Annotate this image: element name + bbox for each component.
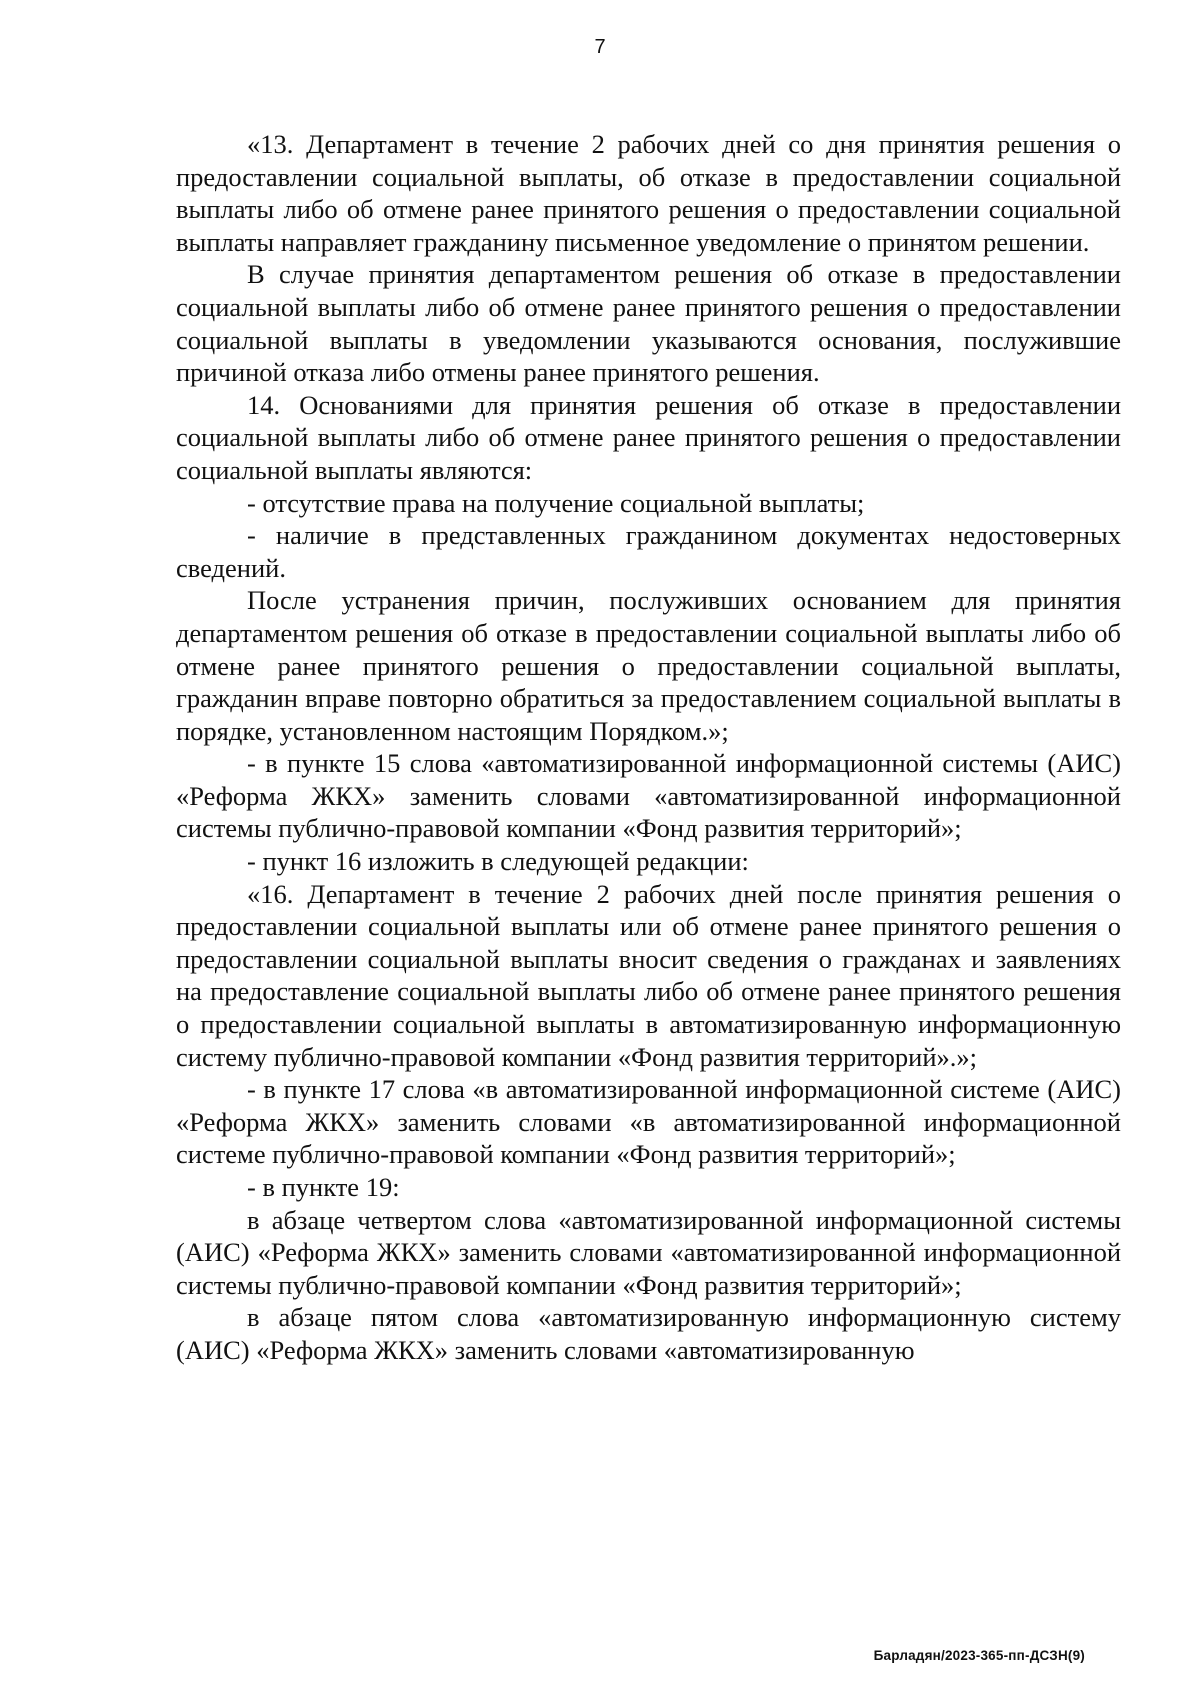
document-code: Барладян/2023-365-пп-ДСЗН(9) [873,1648,1085,1663]
paragraph-item-16: «16. Департамент в течение 2 рабочих дней после принятия решения о предоставлении социальной выплаты или об отмене ранее принятого решения о предоставлении социальной выплаты вносит сведения о гражданах и заявлениях на предоставление социальной выплаты либо об отмене ранее принятого решения о предоставлении социальной выплаты в автоматизированную информационную систему публично-правовой компании «Фонд развития территорий».»; [176,878,1121,1072]
paragraph-refusal-notice: В случае принятия департаментом решения об отказе в предоставлении социальной выплаты либо об отмене ранее принятого решения о предоставлении социальной выплаты в уведомлении указываются основания, послужившие причиной отказа либо отмены ранее принятого решения. [176,259,1121,388]
paragraph-reapply: После устранения причин, послуживших основанием для принятия департаментом решения об отказе в предоставлении социальной выплаты либо об отмене ранее принятого решения о предоставлении социальной выплаты, гражданин вправе повторно обратиться за предоставлением социальной выплаты в порядке, установленном настоящим Порядком.»; [176,585,1121,746]
paragraph-item-13: «13. Департамент в течение 2 рабочих дней со дня принятия решения о предоставлении социальной выплаты, об отказе в предоставлении социальной выплаты либо об отмене ранее принятого решения о предоставлении социальной выплаты направляет гражданину письменное уведомление о принятом решении. [176,129,1121,257]
paragraph-item-14: 14. Основаниями для принятия решения об отказе в предоставлении социальной выплаты либо об отмене ранее принятого решения о предоставлении социальной выплаты являются: [176,389,1121,485]
amendment-item-19-para-5: в абзаце пятом слова «автоматизированную информационную систему (АИС) «Реформа ЖКХ» заменить словами «автоматизированную [176,1302,1121,1365]
list-item-no-right: - отсутствие права на получение социальной выплаты; [247,487,865,518]
document-body [176,128,1121,1367]
list-item-false-data: - наличие в представленных гражданином документах недостоверных сведений. [176,520,1121,583]
amendment-item-19-para-4: в абзаце четвертом слова «автоматизированной информационной системы (АИС) «Реформа ЖКХ» заменить словами «автоматизированной информационной системы публично-правовой компании «Фонд развития территорий»; [176,1204,1121,1300]
page-number: 7 [594,36,606,58]
amendment-item-16-intro: - пункт 16 изложить в следующей редакции: [247,846,749,877]
amendment-item-19-intro: - в пункте 19: [247,1172,400,1202]
amendment-item-17: - в пункте 17 слова «в автоматизированной информационной системе (АИС) «Реформа ЖКХ» заменить словами «в автоматизированной информационной системе публично-правовой компании «Фонд развития территорий»; [176,1074,1121,1170]
amendment-item-15: - в пункте 15 слова «автоматизированной информационной системы (АИС) «Реформа ЖКХ» заменить словами «автоматизированной информационной системы публично-правовой компании «Фонд развития территорий»; [176,748,1121,844]
